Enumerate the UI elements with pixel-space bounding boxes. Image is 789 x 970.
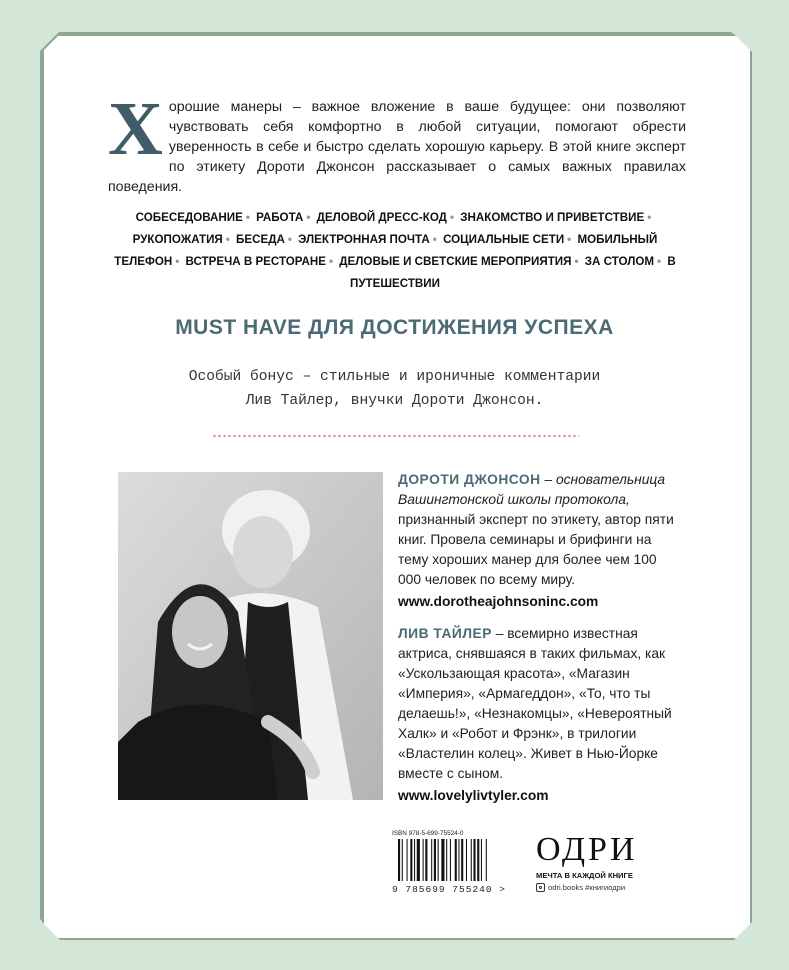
barcode-bar <box>414 839 415 881</box>
topic-separator: • <box>432 233 437 246</box>
drop-cap: Х <box>108 87 163 171</box>
barcode-bar <box>423 839 424 881</box>
barcode-bar <box>458 839 459 881</box>
topic-separator: • <box>449 211 455 224</box>
barcode-bar <box>398 839 400 881</box>
barcode-bar <box>477 839 479 881</box>
barcode-bar <box>417 839 420 881</box>
barcode-bar <box>455 839 457 881</box>
publisher-social <box>536 883 678 892</box>
topic-separator: • <box>306 211 311 224</box>
publisher-name: ОДРИ <box>536 831 638 868</box>
barcode-bar <box>402 839 403 881</box>
barcode-bar <box>441 839 444 881</box>
topic-item: ЭЛЕКТРОННАЯ ПОЧТА <box>298 233 430 246</box>
topic-separator: • <box>329 255 334 268</box>
topic-item: ДЕЛОВОЙ ДРЕСС-КОД <box>316 211 447 224</box>
topic-item: РУКОПОЖАТИЯ <box>132 233 223 246</box>
topic-item: ЗНАКОМСТВО И ПРИВЕТСТВИЕ <box>460 211 645 224</box>
author-role-dorothy: основательница Вашингтонской школы протокола, <box>398 472 666 507</box>
topic-item: В ПУТЕШЕСТВИИ <box>350 255 676 290</box>
barcode-icon <box>398 839 506 881</box>
topic-separator: • <box>567 233 572 246</box>
bio-liv-tyler <box>398 624 678 806</box>
instagram-icon <box>536 883 545 892</box>
barcode-bar <box>425 839 427 881</box>
author-bio-dorothy: признанный эксперт по этикету, автор пяти книг. Провела семинары и брифинги на тему хороших манер для более чем 100 000 человек по всему миру. <box>398 512 674 587</box>
barcode-bar <box>486 839 487 881</box>
publisher-logo <box>536 832 678 892</box>
barcode-bar <box>431 839 432 881</box>
barcode-bar <box>450 839 451 881</box>
publisher-tagline: МЕЧТА В КАЖДОЙ КНИГЕ <box>536 871 633 880</box>
topic-item: БЕСЕДА <box>236 233 285 246</box>
bio-dorothy-johnson <box>398 470 678 612</box>
barcode-bar <box>438 839 439 881</box>
barcode-digits: 9 785699 755240 > <box>392 884 506 895</box>
topic-item: СОБЕСЕДОВАНИЕ <box>135 211 243 224</box>
barcode-bar <box>434 839 436 881</box>
bonus-line-1: Особый бонус – стильные и ироничные комментарии <box>188 369 601 385</box>
barcode-bar <box>466 839 467 881</box>
author-bio-liv: – всемирно известная актриса, снявшаяся в таких фильмах, как «Ускользающая красота», «Магазин «Империя», «Армагеддон», «То, что ты делаешь!», «Незнакомцы», «Невероятный Халк» и «Робот и Фрэнк», в трилогии «Властелин колец». Живет в Нью-Йорке вместе с сыном. <box>398 626 672 781</box>
publisher-social-text: odri.books #книгиодри <box>548 883 626 892</box>
bonus-text <box>0 365 789 413</box>
topic-separator: • <box>245 211 250 224</box>
topic-separator: • <box>574 255 579 268</box>
dotted-divider <box>212 434 579 438</box>
author-url-dorothy[interactable]: www.dorotheajohnsoninc.com <box>398 594 599 609</box>
intro-paragraph <box>108 87 686 197</box>
topic-separator: • <box>657 255 662 268</box>
author-name-liv: ЛИВ ТАЙЛЕР <box>398 626 492 641</box>
author-name-dorothy: ДОРОТИ ДЖОНСОН <box>398 472 541 487</box>
dash: – <box>540 472 556 487</box>
barcode-bar <box>481 839 482 881</box>
isbn-label: ISBN 978-5-699-75524-0 <box>392 830 464 837</box>
isbn-barcode <box>392 830 512 894</box>
headline: MUST HAVE ДЛЯ ДОСТИЖЕНИЯ УСПЕХА <box>175 316 614 339</box>
barcode-bar <box>471 839 472 881</box>
topic-item: МОБИЛЬНЫЙ ТЕЛЕФОН <box>114 233 658 268</box>
barcode-bar <box>410 839 412 881</box>
intro-text: орошие манеры – важное вложение в ваше будущее: они позволяют чувствовать себя комфортно в любой ситуации, помогают обрести уверенность в себе и быстро сделать хорошую карьеру. В этой книге эксперт по этикету Дороти Джонсон рассказывает о самых важных правилах поведения. <box>108 99 686 195</box>
barcode-bar <box>446 839 447 881</box>
topic-item: ДЕЛОВЫЕ И СВЕТСКИЕ МЕРОПРИЯТИЯ <box>339 255 572 268</box>
topics-list <box>112 207 678 295</box>
topic-separator: • <box>647 211 652 224</box>
topic-separator: • <box>175 255 180 268</box>
authors-photo <box>118 472 383 800</box>
bonus-line-2: Лив Тайлер, внучки Дороти Джонсон. <box>245 393 544 409</box>
topic-item: РАБОТА <box>256 211 304 224</box>
barcode-bar <box>473 839 475 881</box>
topic-item: СОЦИАЛЬНЫЕ СЕТИ <box>443 233 565 246</box>
topic-separator: • <box>225 233 230 246</box>
topic-separator: • <box>287 233 292 246</box>
barcode-bar <box>407 839 408 881</box>
topic-item: ЗА СТОЛОМ <box>584 255 655 268</box>
barcode-bar <box>461 839 463 881</box>
author-url-liv[interactable]: www.lovelylivtyler.com <box>398 788 549 803</box>
topic-item: ВСТРЕЧА В РЕСТОРАНЕ <box>185 255 326 268</box>
